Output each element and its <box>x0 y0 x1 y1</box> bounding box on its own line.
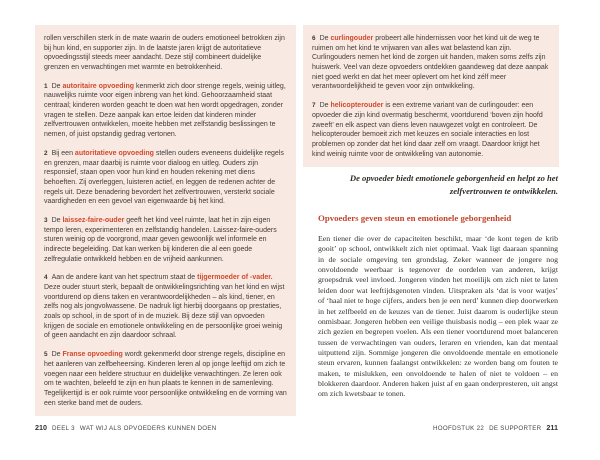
item-post-text: is een extreme variant van de curlingouder: een opvoeder die zijn kind overmatig beschermt, voortdurend ‘boven zijn hoofd zweeft’ en elk aspect van diens leven nauwgezet volgt en controleert. De helicopterouder bemoeit zich met keuzes en sociale interacties en lost problemen op zonder dat het kind daar zelf om vraagt. Daardoor krijgt het kind weinig ruimte voor de ontwikkeling van autonomie. <box>312 102 543 158</box>
item-number: 6 <box>312 35 316 42</box>
item-pre-text: De <box>51 351 63 359</box>
parenting-style-item-7 <box>312 101 550 159</box>
parenting-style-item-6 <box>312 34 550 92</box>
style-term: autoritaire opvoeding <box>62 82 135 90</box>
item-post-text: kenmerkt zich door strenge regels, weinig uitleg, nauwelijks ruimte voor eigen inbreng van het kind. Gehoorzaamheid staat centraal; kinderen worden geacht te doen wat hen wordt opgedragen, zonder vragen te stellen. Deze aanpak kan ertoe leiden dat kinderen minder zelfvertrouwen ontwikkelen, moeite hebben met zelfstandig beslissingen te nemen, of juist opstandig gedrag vertonen. <box>44 82 286 139</box>
left-page-highlight-panel <box>35 25 296 416</box>
item-post-text: Deze ouder stuurt sterk, bepaalt de ontwikkelingsrichting van het kind en wijst voortdurend op diens taken en verantwoordelijkheden – als kind, tiener, en zelfs nog als jongvolwassene. De nadruk ligt hierbij doorgaans op prestaties, zoals op school, in de sport of in de muziek. Bij deze stijl van opvoeden krijgen de sociale en emotionele ontwikkeling en de persoonlijke groei weinig of geen aandacht en zijn daardoor schraal. <box>44 284 285 340</box>
parenting-style-item-4 <box>44 273 287 341</box>
left-footer-label: WAT WIJ ALS OPVOEDERS KUNNEN DOEN <box>79 425 217 432</box>
left-page-number: 210 <box>35 423 47 432</box>
item-pre-text: De <box>319 35 331 42</box>
item-pre-text: Aan de andere kant van het spectrum staat de <box>51 274 198 282</box>
item-post-text: geeft het kind veel ruimte, laat het in zijn eigen tempo leren, experimenteren en zelfstandig handelen. Laissez-faire-ouders sturen weinig op de voorgrond, maar geven gewoonlijk wel informele en indirecte begeleiding. Dat kan werken bij kinderen die al een goede zelfregulatie ontwikkeld hebben en de vrijheid aankunnen. <box>44 216 277 263</box>
right-page-footer <box>433 423 558 432</box>
section-heading: Opvoeders geven steun en emotionele geborgenheid <box>318 213 512 223</box>
item-number: 5 <box>44 351 48 359</box>
item-pre-text: De <box>51 82 63 90</box>
parenting-style-item-1 <box>44 82 287 140</box>
item-number: 7 <box>312 102 316 110</box>
parenting-style-item-3 <box>44 216 287 264</box>
style-term: tijgermoeder of -vader. <box>197 274 273 282</box>
parenting-style-item-2 <box>44 149 287 207</box>
right-page-number: 211 <box>546 423 558 432</box>
style-term: Franse opvoeding <box>62 351 123 359</box>
item-pre-text: De <box>319 102 331 110</box>
item-number: 1 <box>44 82 48 90</box>
item-number: 2 <box>44 149 48 157</box>
intro-paragraph: rollen verschillen sterk in de mate waarin de ouders emotioneel betrokken zijn bij hun kind, en supporter zijn. In de laatste jaren krijgt de autoritatieve opvoedingsstijl steeds meer aandacht. Deze stijl combineert duidelijke grenzen en verwachtingen met warmte en betrokkenheid. <box>44 35 285 71</box>
item-pre-text: De <box>51 216 63 224</box>
right-footer-label: DE SUPPORTER <box>489 425 542 432</box>
style-term: curlingouder <box>330 35 374 42</box>
right-footer-part: HOOFDSTUK 22 <box>433 425 485 432</box>
style-term: helicopterouder <box>330 102 384 110</box>
style-term: laissez-faire-ouder <box>62 216 125 224</box>
pull-quote: De opvoeder biedt emotionele geborgenheid en helpt zo het zelfvertrouwen te ontwikkelen. <box>349 173 558 196</box>
item-post-text: stellen ouders eveneens duidelijke regels en grenzen, maar daarbij is ruimte voor dialoog en uitleg. Ouders zijn responsief, staan open voor hun kind en houden rekening met diens behoeften. Zij overleggen, luisteren actief, en leggen de redenen achter de regels uit. Deze benadering bevordert het zelfvertrouwen, versterkt sociale vaardigheden en een gevoel van eigenwaarde bij het kind. <box>44 149 284 206</box>
right-page-highlight-panel <box>303 25 559 167</box>
style-term: autoritatieve opvoeding <box>74 149 154 157</box>
item-pre-text: Bij een <box>51 149 75 157</box>
item-number: 3 <box>44 216 48 224</box>
item-post-text: wordt gekenmerkt door strenge regels, discipline en het aanleren van zelfbeheersing. Kinderen leren al op jonge leeftijd om zich te voegen naar een heldere structuur en duidelijke verwachtingen. Ze leren ook om te wachten, beleefd te zijn en hun plaats te kennen in de samenleving. Tegelijkertijd is er ook ruimte voor persoonlijke ontwikkeling en de vorming van een sterke band met de ouders. <box>44 351 287 407</box>
left-page-footer <box>35 423 217 432</box>
parenting-style-item-5 <box>44 350 287 408</box>
body-paragraph: Een tiener die over de capaciteiten beschikt, maar ‘de kont tegen de krib gooit’ op school, ontwikkelt zich niet optimaal. Vaak ligt daaraan spanning in de sociale omgeving ten grondslag. Zeker wanneer de jongere nog onvoldoende weerbaar is tegenover de oordelen van anderen, krijgt groepsdruk veel invloed. Jongeren vinden het moeilijk om zich niet te laten leiden door wat leeftijdsgenoten vinden. Uitspraken als ‘dat is voor watjes’ of ‘haal niet te hoge cijfers, anders ben je een nerd’ kunnen diep doorwerken in het zelfbeeld en de keuzes van de tiener. Juist daarom is ouderlijke steun onmisbaar. Jongeren hebben een veilige thuisbasis nodig – een plek waar ze zich gezien en begrepen voelen. Als een tiener voortdurend moet balanceren tussen de verwachtingen van ouders, leraren en vrienden, kan dat mentaal uitputtend zijn. Sommige jongeren die onvoldoende mentale en emotionele steun ervaren, kunnen faalangst ontwikkelen: ze worden bang om fouten te maken, te mislukken, een onvoldoende te halen of niet te voldoen – en blokkeren daardoor. Anderen haken juist af en gaan onderpresteren, uit angst om zich kwetsbaar te tonen. <box>318 234 558 399</box>
left-footer-part: DEEL 3 <box>52 425 75 432</box>
item-post-text: probeert alle hindernissen voor het kind uit de weg te ruimen om het kind te vrijwaren van alles wat belastend kan zijn. Curlingouders nemen het kind de zorgen uit handen, maken soms zelfs zijn huiswerk. Veel van deze opvoeders ontdekken gaandeweg dat deze aanpak niet goed werkt en dat het meer oplevert om het kind zélf meer verantwoordelijkheid te geven voor zijn ontwikkeling. <box>312 35 549 91</box>
item-number: 4 <box>44 274 48 282</box>
